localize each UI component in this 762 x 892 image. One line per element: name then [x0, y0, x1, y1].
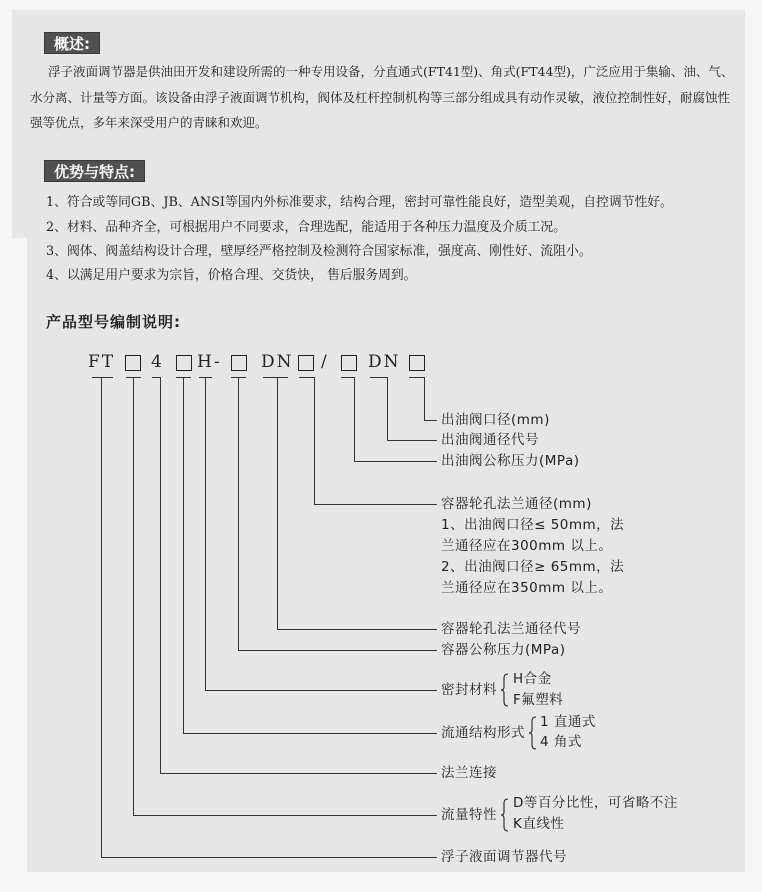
option-flow-structure: 4 角式 [540, 734, 582, 750]
connector-line [205, 690, 437, 691]
feature-item: 3、阀体、阀盖结构设计合理，壁厚经严格控制及检测符合国家标准，强度高、刚性好、流阻小。 [46, 244, 592, 259]
label-outlet-valve-bore: 出油阀口径(mm) [441, 412, 550, 428]
option-flow-characteristic: K直线性 [513, 816, 565, 832]
connector-line [160, 377, 161, 773]
option-seal-material: H合金 [513, 671, 552, 687]
feature-item: 4、以满足用户要求为宗旨，价格合理、交货快， 售后服务周到。 [46, 268, 417, 283]
connector-tick [341, 377, 355, 378]
option-flow-structure: 1 直通式 [540, 714, 596, 730]
label-outlet-valve-size-code: 出油阀通径代号 [441, 432, 539, 448]
label-regulator-code: 浮子液面调节器代号 [441, 849, 567, 865]
connector-line [160, 773, 437, 774]
label-note: 兰通径应在300mm 以上。 [441, 538, 613, 554]
connector-line [277, 629, 437, 630]
connector-line [424, 377, 425, 420]
code-placeholder-box [176, 355, 192, 371]
code-segment-4: 4 [151, 352, 164, 372]
connector-line [314, 377, 315, 504]
curly-brace [500, 798, 509, 832]
code-placeholder-box [341, 355, 357, 371]
connector-line [387, 440, 437, 441]
code-placeholder-box [298, 355, 314, 371]
label-note: 1、出油阀口径≤ 50mm，法 [441, 517, 625, 533]
code-placeholder-box [125, 355, 141, 371]
label-vessel-pressure: 容器公称压力(MPa) [441, 642, 566, 658]
overview-line: 水分离、计量等方面。该设备由浮子液面调节机构，阀体及杠杆控制机构等三部分组成具有动作灵敏，液位控制性好，耐腐蚀性 [30, 90, 731, 105]
connector-tick [299, 377, 314, 378]
code-placeholder-box [231, 355, 247, 371]
label-flow-structure: 流通结构形式 [441, 725, 525, 741]
label-vessel-flange-size: 容器轮孔法兰通径(mm) [441, 496, 592, 512]
label-note: 2、出油阀口径≥ 65mm，法 [441, 559, 625, 575]
label-outlet-valve-pressure: 出油阀公称压力(MPa) [441, 453, 580, 469]
connector-line [424, 420, 437, 421]
code-segment-dn: DN [261, 352, 294, 372]
code-segment-slash: / [321, 352, 329, 372]
overview-line: 浮子液面调节器是供油田开发和建设所需的一种专用设备，分直通式(FT41型)、角式(FT44型)，广泛应用于集输、油、气、 [48, 64, 734, 79]
code-segment-h: H- [197, 352, 222, 372]
connector-line [205, 377, 206, 690]
label-vessel-flange-size-code: 容器轮孔法兰通径代号 [441, 621, 581, 637]
connector-line [101, 377, 102, 857]
code-segment-ft: FT [88, 352, 116, 372]
paper-background-edge [12, 10, 28, 238]
connector-line [354, 461, 437, 462]
label-seal-material: 密封材料 [441, 682, 497, 698]
option-flow-characteristic: D等百分比性，可省略不注 [513, 795, 678, 811]
option-seal-material: F氟塑料 [513, 692, 564, 708]
connector-line [238, 650, 437, 651]
label-flow-characteristic: 流量特性 [441, 807, 497, 823]
connector-tick [409, 377, 424, 378]
connector-line [183, 733, 437, 734]
feature-item: 2、材料、品种齐全，可根据用户不同要求，合理选配，能适用于各种压力温度及介质工况。 [46, 220, 567, 235]
connector-tick [263, 377, 288, 378]
label-flange-connection: 法兰连接 [441, 765, 497, 781]
connector-line [314, 504, 437, 505]
connector-line [101, 857, 437, 858]
connector-line [387, 377, 388, 440]
model-designation-heading: 产品型号编制说明: [46, 313, 181, 331]
connector-line [238, 377, 239, 650]
curly-brace [528, 716, 537, 750]
connector-line [133, 377, 134, 815]
paper-background [27, 10, 745, 872]
feature-item: 1、符合或等同GB、JB、ANSI等国内外标准要求，结构合理，密封可靠性能良好，造型美观，自控调节性好。 [46, 195, 673, 210]
overview-line: 强等优点，多年来深受用户的青睐和欢迎。 [30, 115, 268, 130]
connector-line [354, 377, 355, 461]
overview-heading: 概述: [44, 32, 100, 54]
connector-line [133, 815, 437, 816]
connector-line [183, 377, 184, 733]
curly-brace [500, 673, 509, 707]
label-note: 兰通径应在350mm 以上。 [441, 580, 613, 596]
connector-tick [370, 377, 387, 378]
features-heading: 优势与特点: [44, 160, 145, 182]
connector-line [277, 377, 278, 629]
code-placeholder-box [409, 355, 425, 371]
connector-tick [92, 377, 113, 378]
code-segment-dn: DN [368, 352, 401, 372]
